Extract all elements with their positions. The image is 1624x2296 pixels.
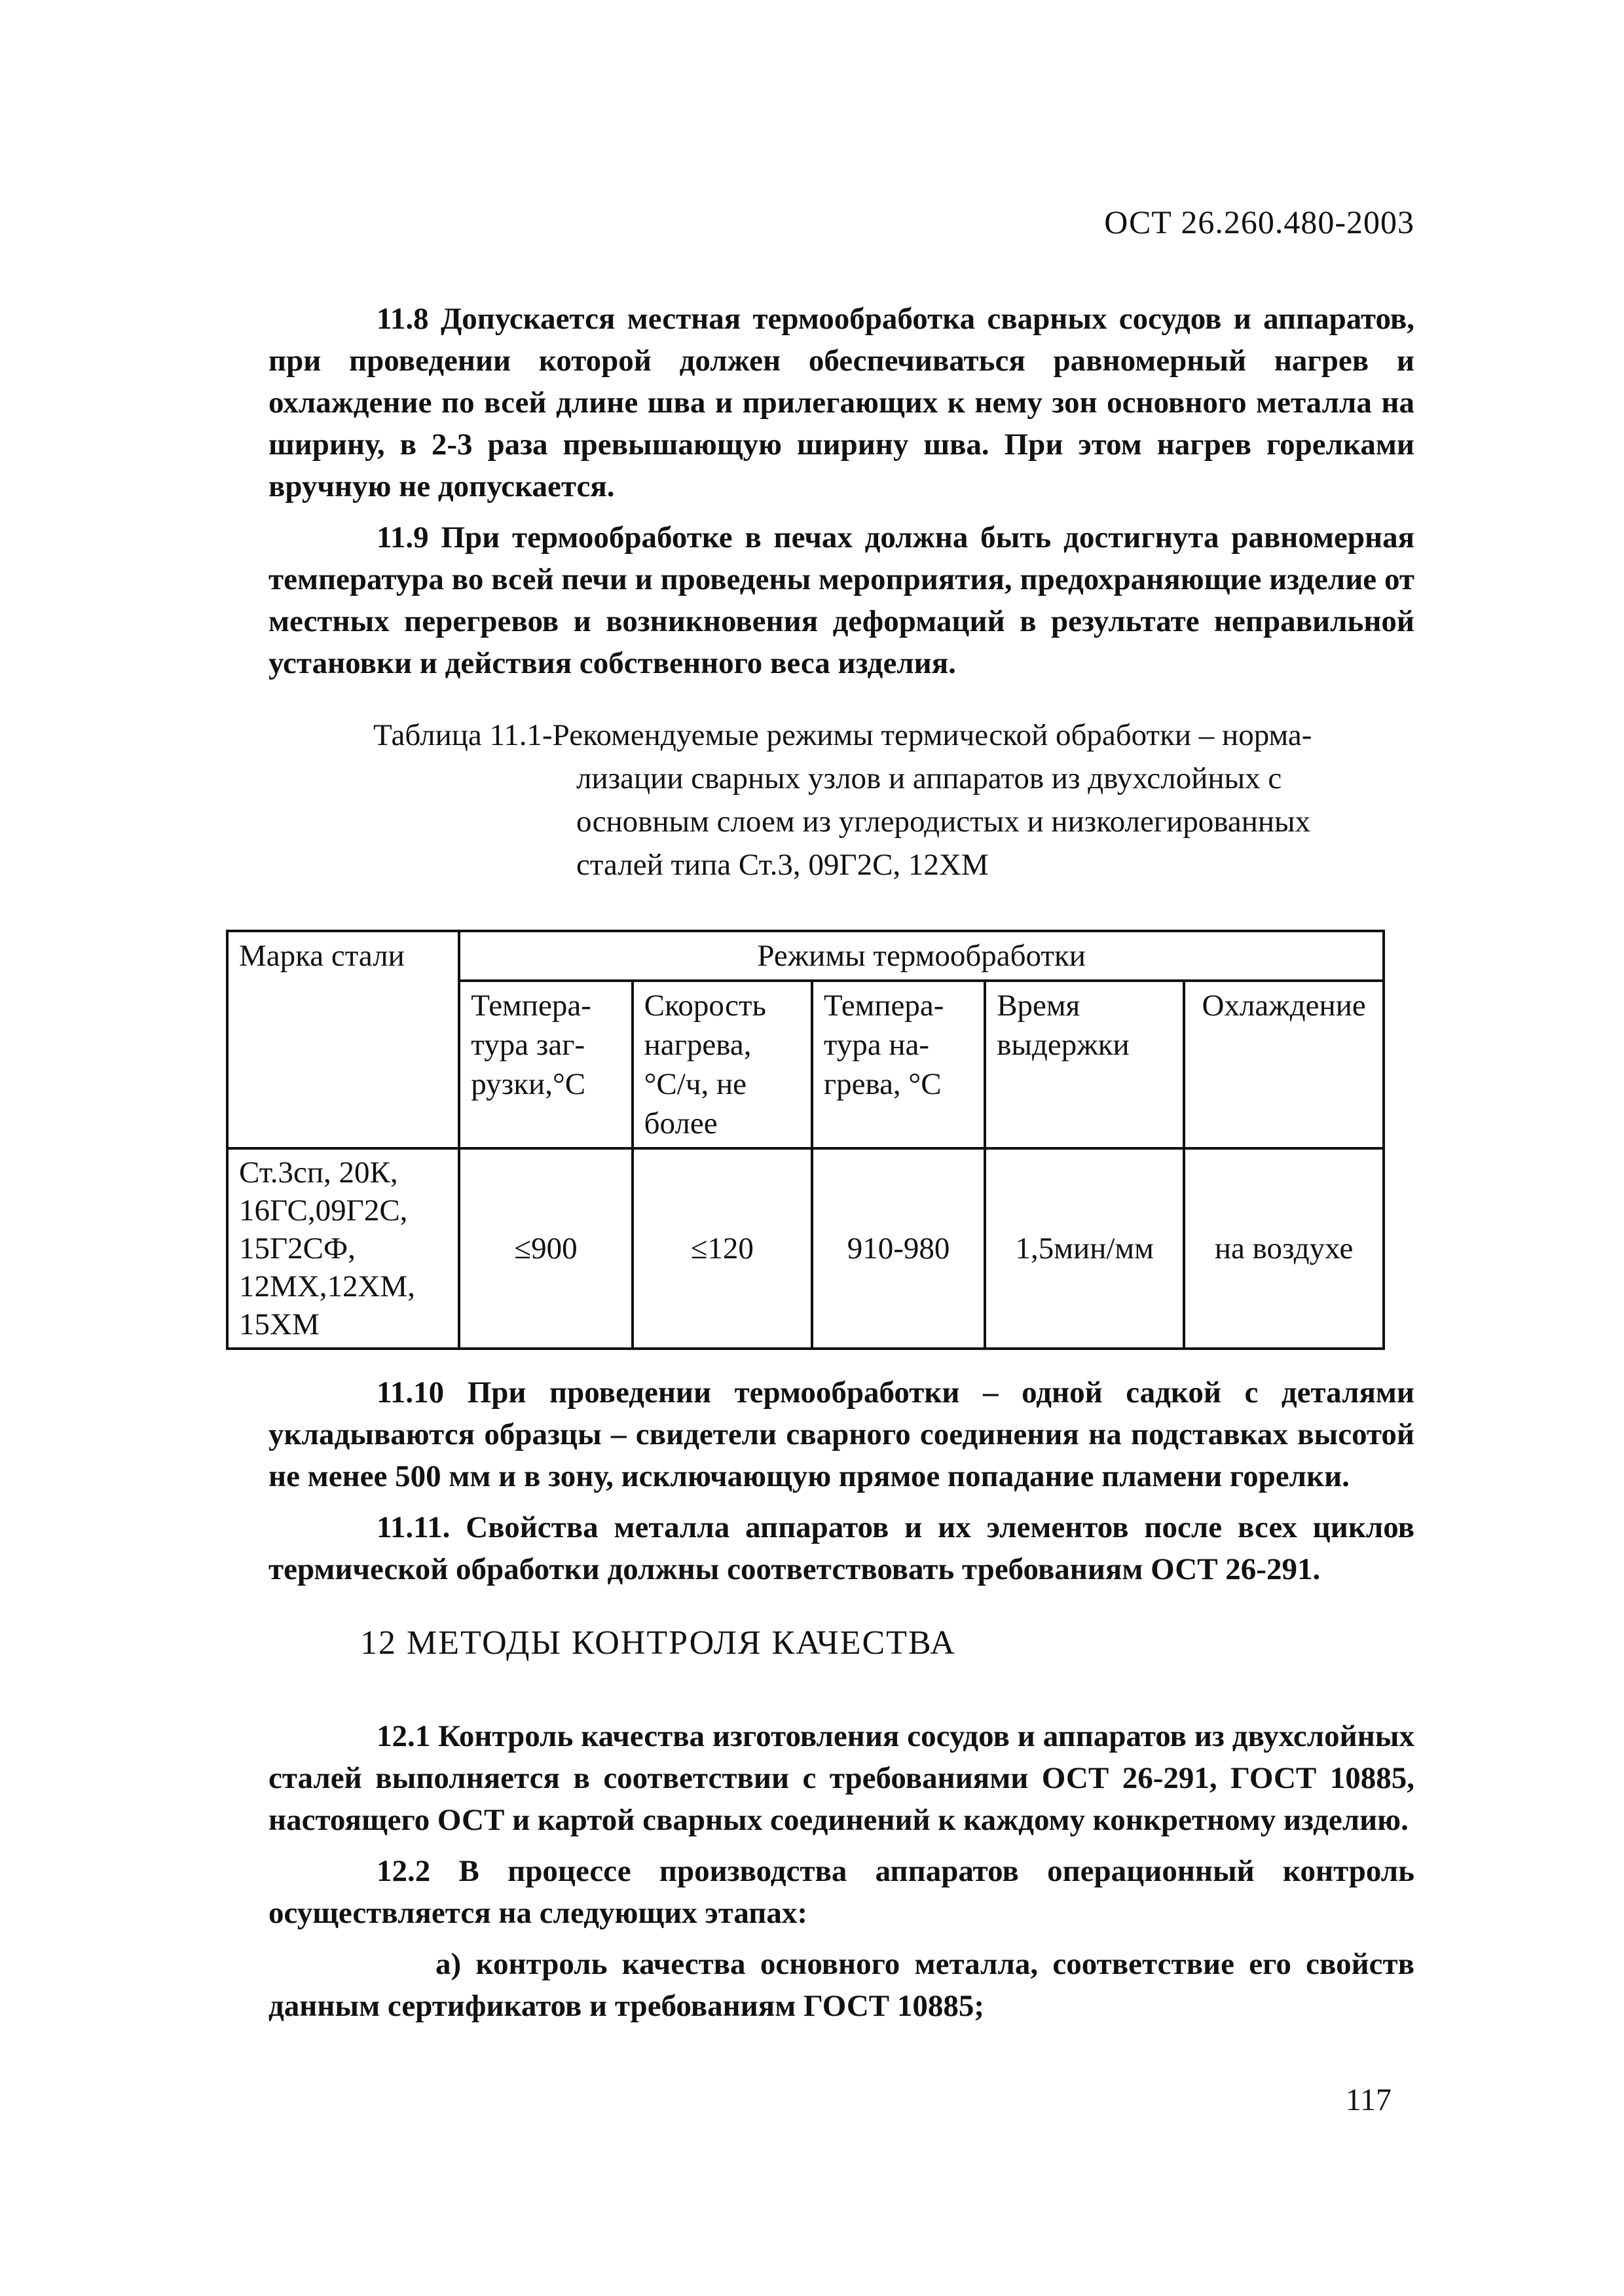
list-item-a: а) контроль качества основного металла, соответствие его свойств данным сертификатов и требованиям ГОСТ 10885; xyxy=(268,1947,1414,2023)
section-text-block xyxy=(268,1715,1414,2036)
cell-cooling: на воздухе xyxy=(1184,1148,1384,1349)
table-header-row-1 xyxy=(227,931,1384,981)
paragraph-12-2: 12.2 В процессе производства аппаратов операционный контроль осуществляется на следующих этапах: xyxy=(268,1854,1414,1930)
header-loading-temperature: Темпера- тура заг- рузки,°С xyxy=(459,981,632,1148)
after-table-text-block xyxy=(268,1372,1414,1599)
table-caption-line-1 xyxy=(373,714,1421,757)
header-steel-grade: Марка стали xyxy=(227,931,459,1148)
cell-steel-grades: Ст.3сп, 20К, 16ГС,09Г2С, 15Г2СФ, 12МХ,12ХМ, 15ХМ xyxy=(227,1148,459,1349)
table-caption-text-1: Рекомендуемые режимы термической обработки – норма- xyxy=(552,718,1312,752)
page-number: 117 xyxy=(1345,2083,1392,2117)
cell-holding-time: 1,5мин/мм xyxy=(985,1148,1184,1349)
cell-loading-temperature: ≤900 xyxy=(459,1148,632,1349)
top-text-block xyxy=(268,298,1414,693)
table-caption xyxy=(373,714,1421,886)
section-heading: 12 МЕТОДЫ КОНТРОЛЯ КАЧЕСТВА xyxy=(360,1624,956,1662)
header-cooling: Охлаждение xyxy=(1184,981,1384,1148)
table-row xyxy=(227,1148,1384,1349)
table-caption-line-2 xyxy=(373,757,1421,800)
paragraph-11-11: 11.11. Свойства металла аппаратов и их элементов после всех циклов термической обработки должны соответствовать требованиям ОСТ 26-291. xyxy=(268,1510,1414,1586)
document-code: ОСТ 26.260.480-2003 xyxy=(1104,204,1414,240)
paragraph-11-8: 11.8 Допускается местная термообработка сварных сосудов и аппаратов, при проведении которой должен обеспечиваться равномерный нагрев и охлаждение по всей длине шва и прилегающих к нему зон основного металла на ширину, в 2-3 раза превышающую ширину шва. При этом нагрев горелками вручную не допускается. xyxy=(268,302,1414,503)
header-treatment-modes: Режимы термообработки xyxy=(459,931,1384,981)
header-holding-time: Время выдержки xyxy=(985,981,1184,1148)
table-caption-line-3 xyxy=(373,800,1421,843)
header-heating-temperature: Темпера- тура на- грева, °С xyxy=(812,981,985,1148)
table-caption-text-2: лизации сварных узлов и аппаратов из двухслойных с xyxy=(576,761,1282,795)
cell-heating-rate: ≤120 xyxy=(633,1148,812,1349)
table-caption-text-4: сталей типа Ст.3, 09Г2С, 12ХМ xyxy=(576,848,989,882)
table-caption-text-3: основным слоем из углеродистых и низколегированных xyxy=(576,805,1311,839)
paragraph-11-10: 11.10 При проведении термообработки – одной садкой с деталями укладываются образцы – свидетели сварного соединения на подставках высотой не менее 500 мм и в зону, исключающую прямое попадание пламени горелки. xyxy=(268,1376,1414,1493)
table-caption-line-4 xyxy=(373,843,1421,886)
paragraph-12-1: 12.1 Контроль качества изготовления сосудов и аппаратов из двухслойных сталей выполняется в соответствии с требованиями ОСТ 26-291, ГОСТ 10885, настоящего ОСТ и картой сварных соединений к каждому конкретному изделию. xyxy=(268,1719,1414,1837)
table-caption-label: Таблица 11.1- xyxy=(373,718,553,752)
heat-treatment-table xyxy=(226,930,1385,1350)
header-heating-rate: Скорость нагрева, °С/ч, не более xyxy=(633,981,812,1148)
cell-heating-temperature: 910-980 xyxy=(812,1148,985,1349)
paragraph-11-9: 11.9 При термообработке в печах должна быть достигнута равномерная температура во всей печи и проведены мероприятия, предохраняющие изделие от местных перегревов и возникновения деформаций в результате неправильной установки и действия собственного веса изделия. xyxy=(268,520,1414,680)
